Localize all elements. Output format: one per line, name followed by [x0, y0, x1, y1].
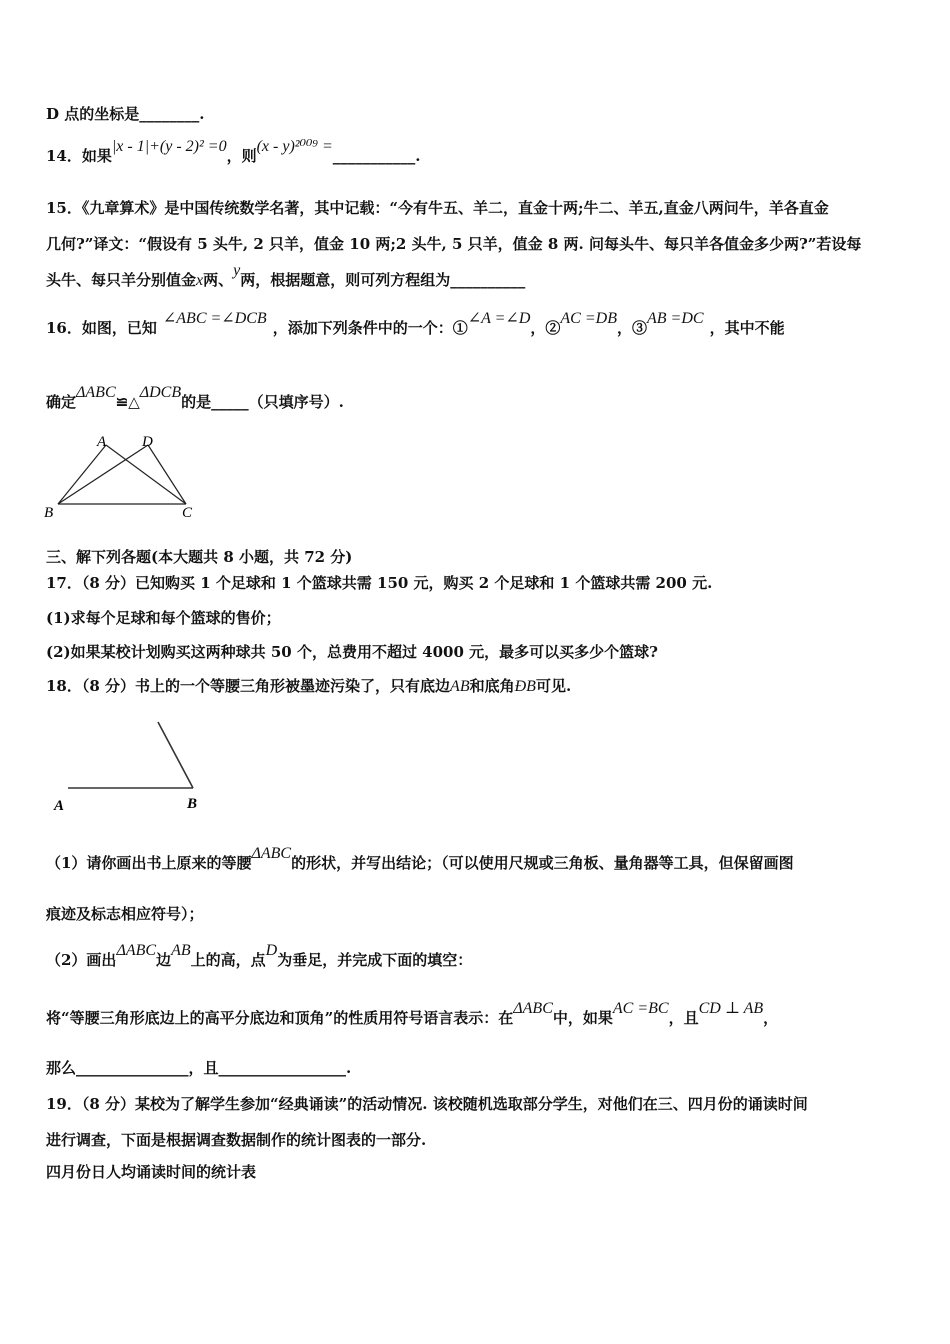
- question-16-line2: 确定ΔABC≌△ΔDCB的是_____（只填序号）.: [46, 384, 344, 411]
- d-coordinate-line: D 点的坐标是________.: [46, 105, 205, 123]
- question-16-line1: 16．如图，已知∠ABC =∠DCB，添加下列条件中的一个：①∠A =∠D，②AC =DB，③AB =DC，其中不能: [46, 310, 785, 337]
- question-18: 18．（8 分）书上的一个等腰三角形被墨迹污染了，只有底边AB和底角ÐB可见.: [46, 677, 572, 695]
- question-18-then-line: 那么_______________，且_________________.: [46, 1059, 352, 1077]
- question-19-line2: 进行调查，下面是根据调查数据制作的统计图表的一部分.: [46, 1131, 427, 1149]
- section-3-heading: 三、解下列各题(本大题共 8 小题，共 72 分): [46, 548, 353, 566]
- triangle-figure-abc-dcb: [40, 430, 210, 525]
- question-17: 17．（8 分）已知购买 1 个足球和 1 个篮球共需 150 元，购买 2 个足球和 1 个篮球共需 200 元.: [46, 574, 713, 592]
- question-18-part1-line1: （1）请你画出书上原来的等腰ΔABC的形状，并写出结论；（可以使用尺规或三角板、量角器等工具，但保留画图: [46, 845, 794, 872]
- question-18-part2: （2）画出ΔABC边AB上的高，点D为垂足，并完成下面的填空：: [46, 942, 473, 969]
- question-15-line2: 几何?”译文：“假设有 5 头牛, 2 只羊，值金 10 两;2 头牛, 5 只羊，值金 8 两. 问每头牛、每只羊各值金多少两?”若设每: [46, 235, 862, 253]
- question-18-part1-line2: 痕迹及标志相应符号）；: [46, 905, 204, 923]
- point-d-label: D: [142, 434, 153, 450]
- point-a-label: A: [97, 434, 107, 450]
- point-b-label: B: [187, 796, 198, 812]
- point-a-label: A: [54, 798, 65, 814]
- question-17-part2: (2)如果某校计划购买这两种球共 50 个，总费用不超过 4000 元，最多可以买多少个篮球?: [46, 643, 658, 661]
- partial-triangle-figure: [48, 716, 218, 816]
- question-15-line1: 15．《九章算术》是中国传统数学名著，其中记载：“今有牛五、羊二，直金十两;牛二、羊五,直金八两问牛，羊各直金: [46, 199, 829, 217]
- question-18-property-line: 将“等腰三角形底边上的高平分底边和顶角”的性质用符号语言表示：在ΔABC中，如果AC =BC，且CD ⊥ AB，: [46, 1000, 779, 1027]
- question-19-table-title: 四月份日人均诵读时间的统计表: [46, 1163, 257, 1181]
- point-c-label: C: [182, 505, 193, 521]
- point-b-label: B: [44, 505, 54, 521]
- question-15-line3: 头牛、每只羊分别值金x两、y两，根据题意，则可列方程组为__________: [46, 262, 526, 289]
- question-19-line1: 19．（8 分）某校为了解学生参加“经典诵读”的活动情况. 该校随机选取部分学生，对他们在三、四月份的诵读时间: [46, 1095, 808, 1113]
- question-17-part1: (1)求每个足球和每个篮球的售价；: [46, 609, 281, 627]
- question-14: 14．如果|x - 1|+(y - 2)² =0，则(x - y)²⁰⁰⁹ =___________.: [46, 138, 421, 165]
